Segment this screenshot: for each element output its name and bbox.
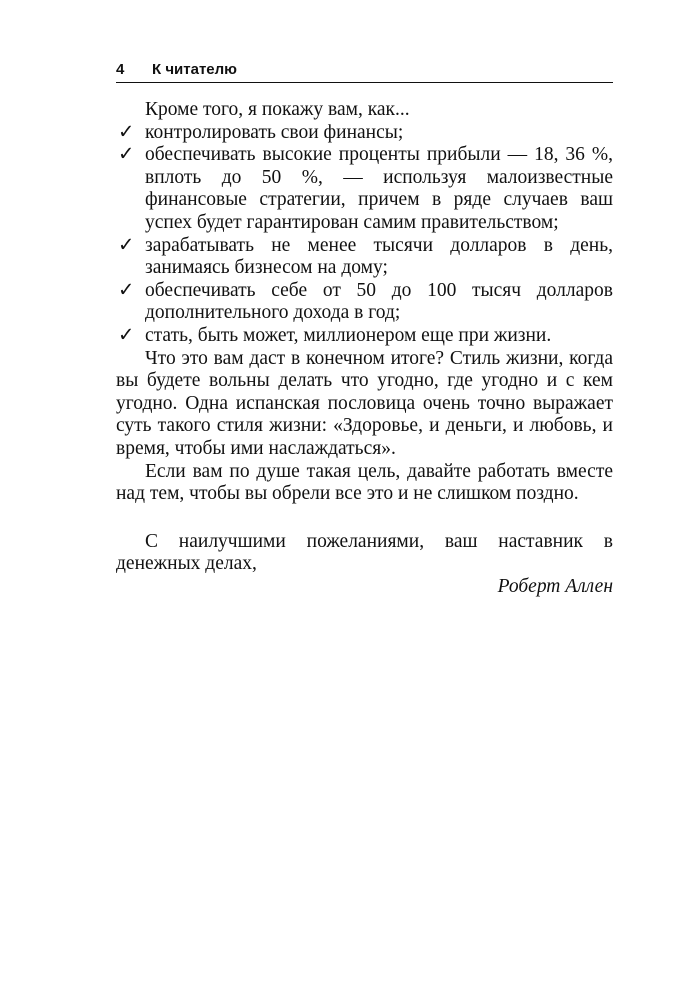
checklist-item	[116, 122, 613, 145]
checkmark-icon: ✓	[118, 279, 135, 301]
body-paragraph: Если вам по душе такая цель, давайте работать вместе над тем, чтобы вы обрели все это и не слишком поздно.	[116, 460, 613, 505]
page-number: 4	[116, 61, 125, 78]
checklist-item-text: обеспечивать себе от 50 до 100 тысяч долларов дополнительного дохода в год;	[145, 279, 613, 324]
closing-paragraph: С наилучшими пожеланиями, ваш наставник в денежных делах,	[116, 530, 613, 575]
page-body	[116, 99, 613, 598]
checklist-item-text: стать, быть может, миллионером еще при жизни.	[145, 324, 552, 346]
checklist	[116, 122, 613, 348]
paragraph-spacer	[116, 506, 613, 531]
running-title: К читателю	[152, 61, 237, 78]
checklist-item-text: обеспечивать высокие проценты прибыли — 18, 36 %, вплоть до 50 %, — используя малоизвестные финансовые стратегии, причем в ряде случаев ваш успех будет гарантирован самим правительством;	[145, 144, 613, 233]
author-signature: Роберт Аллен	[497, 575, 613, 597]
page-header	[116, 62, 613, 83]
checkmark-icon: ✓	[118, 121, 135, 143]
checkmark-icon: ✓	[118, 144, 135, 166]
body-paragraph: Что это вам даст в конечном итоге? Стиль жизни, когда вы будете вольны делать что угодно, где угодно и с кем угодно. Одна испанская пословица очень точно выражает суть такого стиля жизни: «Здоровье, и деньги, и любовь, и время, чтобы ими наслаждаться».	[116, 347, 613, 459]
checkmark-icon: ✓	[118, 234, 135, 256]
intro-paragraph: Кроме того, я покажу вам, как...	[145, 99, 410, 120]
checklist-item-text: зарабатывать не менее тысячи долларов в день, занимаясь бизнесом на дому;	[145, 234, 613, 279]
checklist-item	[116, 280, 613, 325]
checklist-item-text: контролировать свои финансы;	[145, 121, 404, 143]
checkmark-icon: ✓	[118, 324, 135, 346]
checklist-item	[116, 235, 613, 280]
checklist-item	[116, 144, 613, 234]
checklist-item	[116, 325, 613, 348]
